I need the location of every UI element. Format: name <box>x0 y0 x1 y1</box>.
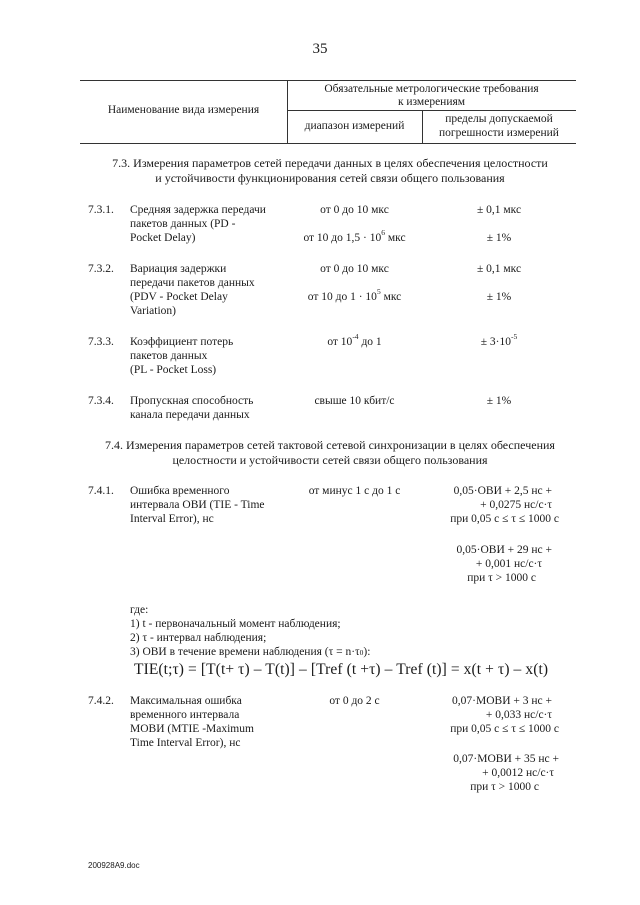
where-label: где: <box>130 604 149 616</box>
error-formula-line: + 0,0275 нс/с·τ <box>480 499 552 511</box>
where-line: 1) t - первоначальный момент наблюдения; <box>130 618 341 630</box>
error-formula-line: + 0,001 нс/с·τ <box>475 558 542 570</box>
error-formula-line: 0,07·МОВИ + 3 нс + <box>452 695 552 707</box>
error-value: ± 1% <box>486 395 512 407</box>
item-number: 7.4.1. <box>88 485 114 497</box>
item-name-line: Interval Error), нс <box>130 513 214 525</box>
item-name-line: интервала ОВИ (TIE - Time <box>130 499 265 511</box>
item-name-line: МОВИ (MTIE -Maximum <box>130 723 254 735</box>
table-top-rule <box>80 80 576 81</box>
item-name-line: Pocket Delay) <box>130 232 196 244</box>
section-74-title-l1: 7.4. Измерения параметров сетей тактовой сетевой синхронизации в целях обеспечения <box>105 438 555 452</box>
header-error-l1: пределы допускаемой <box>445 113 553 125</box>
item-name-line: Вариация задержки <box>130 263 227 275</box>
item-name-line: (PDV - Pocket Delay <box>130 291 228 303</box>
item-name-line: (PL - Pocket Loss) <box>130 364 217 376</box>
range-value: от $10^{-4}$ до 1 <box>327 332 382 348</box>
error-value: ± 0,1 мкс <box>476 263 522 275</box>
range-value: от 0 до 10 мкс <box>320 263 389 275</box>
item-number: 7.3.2. <box>88 263 114 275</box>
item-number: 7.3.4. <box>88 395 114 407</box>
header-error-l2: погрешности измерений <box>439 127 559 139</box>
error-formula-line: 0,05·ОВИ + 29 нс + <box>456 544 552 556</box>
page-number: 35 <box>312 41 328 57</box>
error-condition: при 0,05 с ≤ τ ≤ 1000 с <box>450 723 559 735</box>
range-value: от 10 до $1 \cdot 10^5$ мкс <box>307 287 402 303</box>
error-formula-line: 0,05·ОВИ + 2,5 нс + <box>453 485 552 497</box>
range-value: от 0 до 10 мкс <box>320 204 389 216</box>
range-value: от минус 1 с до 1 с <box>308 485 401 497</box>
error-formula-line: 0,07·МОВИ + 35 нс + <box>453 753 559 765</box>
range-value: свыше 10 кбит/с <box>314 395 395 407</box>
item-number: 7.3.1. <box>88 204 114 216</box>
range-value: от 0 до 2 с <box>329 695 380 707</box>
item-name-line: передачи пакетов данных <box>130 277 255 289</box>
item-name-line: Пропускная способность <box>130 395 254 407</box>
error-formula-line: + 0,033 нс/с·τ <box>485 709 552 721</box>
header-name: Наименование вида измерения <box>107 104 260 116</box>
error-value: ± $3\cdot 10^{-5}$ <box>480 332 518 348</box>
header-range: диапазон измерений <box>304 120 405 132</box>
item-name-line: Variation) <box>130 305 176 317</box>
header-requirements-l1: Обязательные метрологические требования <box>324 83 539 95</box>
error-condition: при τ > 1000 с <box>467 572 536 584</box>
error-formula-line: + 0,0012 нс/с·τ <box>482 767 554 779</box>
header-requirements-l2: к измерениям <box>397 96 466 108</box>
range-value: от 10 до $1,5 \cdot 10^6$ мкс <box>303 228 406 244</box>
item-number: 7.3.3. <box>88 336 114 348</box>
footer-filename: 200928A9.doc <box>88 861 140 870</box>
section-73-title-l1: 7.3. Измерения параметров сетей передачи данных в целях обеспечения целостности <box>112 156 548 170</box>
table-bottom-rule <box>80 143 576 144</box>
section-74-title-l2: целостности и устойчивости сетей связи общего пользования <box>172 453 488 467</box>
item-name-line: Максимальная ошибка <box>130 695 242 707</box>
tie-formula: TIE(t;τ) = [T(t+ τ) – T(t)] – [Tref (t +τ) – Tref (t)] = x(t + τ) – x(t) <box>134 661 549 678</box>
error-value: ± 0,1 мкс <box>476 204 522 216</box>
item-name-line: пакетов данных (PD - <box>130 218 236 230</box>
item-name-line: временного интервала <box>130 709 240 721</box>
error-condition: при τ > 1000 с <box>470 781 539 793</box>
error-value: ± 1% <box>486 232 512 244</box>
item-number: 7.4.2. <box>88 695 114 707</box>
item-name-line: пакетов данных <box>130 350 208 362</box>
error-value: ± 1% <box>486 291 512 303</box>
item-name-line: Ошибка временного <box>130 485 230 497</box>
where-line: 2) τ - интервал наблюдения; <box>130 632 267 644</box>
table-mid-rule <box>287 110 576 111</box>
item-name-line: Коэффициент потерь <box>130 336 234 348</box>
item-name-line: Time Interval Error), нс <box>130 737 241 749</box>
item-name-line: канала передачи данных <box>130 409 250 421</box>
section-73-title-l2: и устойчивости функционирования сетей связи общего пользования <box>155 171 505 185</box>
where-line: 3) ОВИ в течение времени наблюдения (τ = n·τ0): <box>130 646 371 658</box>
error-condition: при 0,05 с ≤ τ ≤ 1000 с <box>450 513 559 525</box>
item-name-line: Средняя задержка передачи <box>130 204 266 216</box>
